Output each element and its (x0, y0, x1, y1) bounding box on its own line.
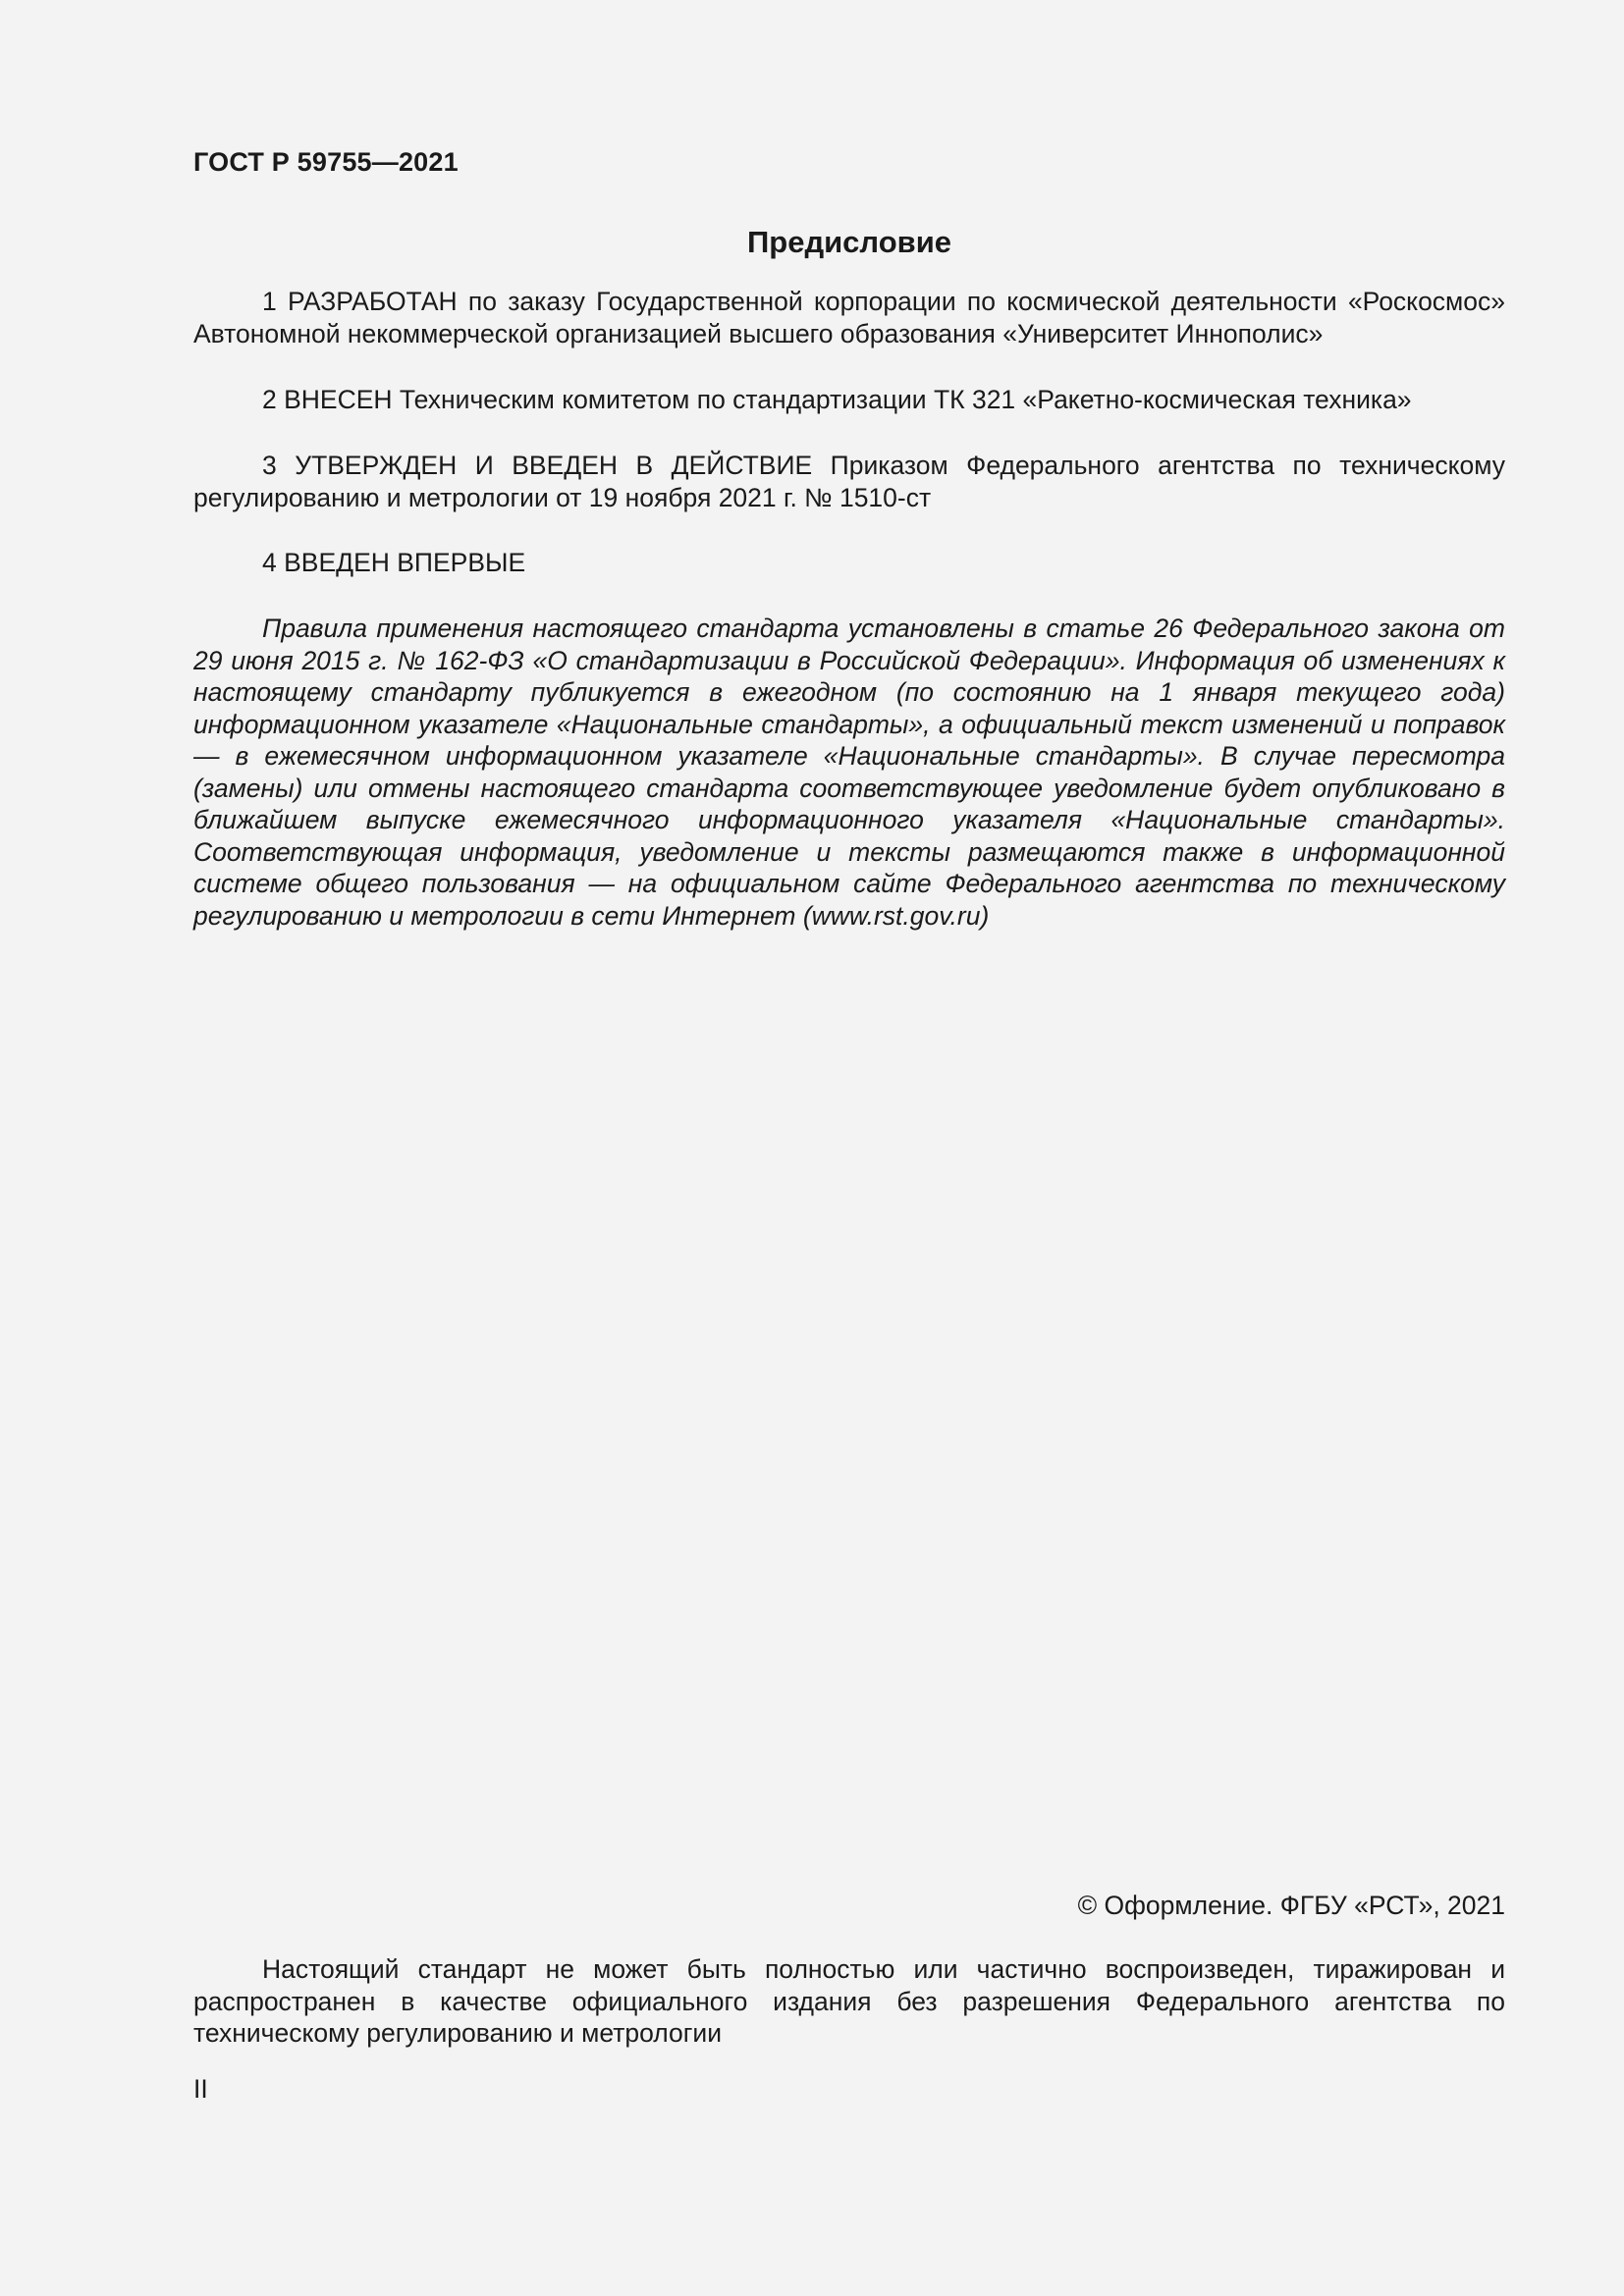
foreword-item-developed: 1 РАЗРАБОТАН по заказу Государственной корпорации по космической деятельности «Роскосмос» Автономной некоммерческой организацией высшего образования «Университет Иннополис» (193, 287, 1505, 348)
section-title: Предисловие (746, 225, 951, 259)
copyright-line: © Оформление. ФГБУ «РСТ», 2021 (1077, 1891, 1505, 1920)
foreword-item-approved: 3 УТВЕРЖДЕН И ВВЕДЕН В ДЕЙСТВИЕ Приказом Федерального агентства по техническому регулированию и метрологии от 19 ноября 2021 г. № 1510-ст (193, 451, 1505, 512)
page-number: II (193, 2074, 208, 2104)
reproduction-notice: Настоящий стандарт не может быть полностью или частично воспроизведен, тиражирован и распространен в качестве официального издания без разрешения Федерального агентства по техническому регулированию и метрологии (193, 1954, 1505, 2048)
document-code: ГОСТ Р 59755—2021 (193, 147, 459, 177)
foreword-item-introduced: 4 ВВЕДЕН ВПЕРВЫЕ (262, 548, 526, 577)
foreword-item-submitted: 2 ВНЕСЕН Техническим комитетом по стандартизации ТК 321 «Ракетно-космическая техника» (262, 385, 1412, 414)
rules-of-application-note: Правила применения настоящего стандарта установлены в статье 26 Федерального закона от 29 июня 2015 г. № 162-ФЗ «О стандартизации в Российской Федерации». Информация об изменениях к настоящему стандарту публикуется в ежегодном (по состоянию на 1 января текущего года) информационном указателе «Национальные стандарты», а официальный текст изменений и поправок — в ежемесячном информационном указателе «Национальные стандарты». В случае пересмотра (замены) или отмены настоящего стандарта соответствующее уведомление будет опубликовано в ближайшем выпуске ежемесячного информационного указателя «Национальные стандарты». Соответствующая информация, уведомление и тексты размещаются также в информационной системе общего пользования — на официальном сайте Федерального агентства по техническому регулированию и метрологии в сети Интернет (www.rst.gov.ru) (193, 614, 1505, 931)
